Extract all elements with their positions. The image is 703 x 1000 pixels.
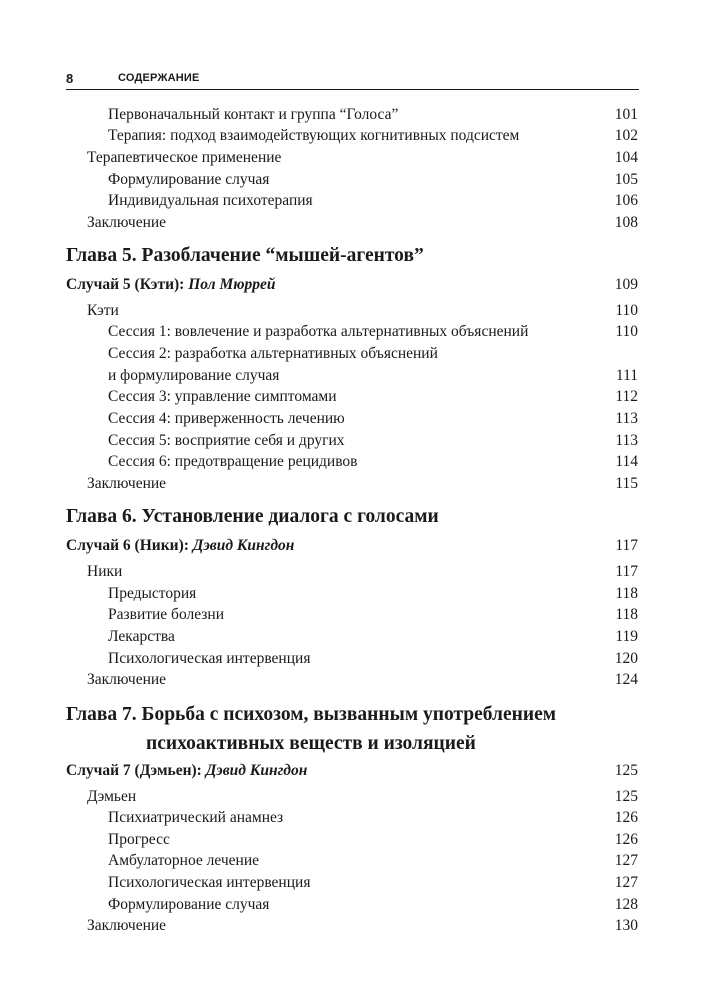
toc-entry-page: 114 — [615, 453, 638, 470]
toc-entry-title: Психиатрический анамнез — [108, 809, 284, 826]
toc-entry-title: Прогресс — [108, 831, 170, 848]
toc-entry-title: Психологическая интервенция — [108, 874, 311, 891]
toc-entry-title: Предыстория — [108, 585, 197, 602]
toc-entry-title: Формулирование случая — [108, 171, 270, 188]
toc-entry-title: Сессия 2: разработка альтернативных объяснений — [108, 345, 438, 362]
case-label: Случай 6 (Ники): — [66, 537, 189, 554]
toc-entry-page: 104 — [614, 149, 638, 166]
case-label: Случай 5 (Кэти): — [66, 276, 185, 293]
toc-entry-page: 111 — [615, 367, 638, 384]
chapter-heading: Глава 5. Разоблачение “мышей-агентов” — [66, 245, 424, 266]
toc-entry-page: 118 — [615, 606, 638, 623]
case-label: Случай 7 (Дэмьен): — [66, 762, 202, 779]
chapter-heading-continued: психоактивных веществ и изоляцией — [146, 733, 476, 754]
toc-entry-page: 112 — [615, 388, 638, 405]
toc-entry-page: 119 — [615, 628, 638, 645]
toc-entry-page: 101 — [614, 106, 638, 123]
toc-entry-page: 124 — [614, 671, 638, 688]
toc-entry-title — [66, 537, 294, 555]
chapter-heading: Глава 6. Установление диалога с голосами — [66, 506, 439, 527]
toc-entry-title: и формулирование случая — [108, 367, 280, 384]
toc-entry-page: 117 — [615, 537, 638, 554]
toc-entry-page: 113 — [615, 410, 638, 427]
toc-entry-title: Заключение — [87, 214, 167, 231]
toc-entry-title — [66, 276, 276, 294]
toc-entry-page: 126 — [614, 831, 638, 848]
toc-entry-title: Терапевтическое применение — [87, 149, 282, 166]
toc-entry-page: 108 — [614, 214, 638, 231]
toc-entry-page: 118 — [615, 585, 638, 602]
toc-entry-title: Индивидуальная психотерапия — [108, 192, 313, 209]
page-number: 8 — [66, 71, 74, 86]
toc-entry-title: Первоначальный контакт и группа “Голоса” — [108, 106, 399, 123]
toc-entry-page: 120 — [614, 650, 638, 667]
toc-entry-title — [66, 762, 307, 780]
chapter-heading: Глава 7. Борьба с психозом, вызванным употреблением — [66, 704, 557, 725]
toc-entry-page: 127 — [614, 852, 638, 869]
toc-entry-page: 113 — [615, 432, 638, 449]
case-author: Дэвид Кингдон — [192, 537, 295, 554]
toc-entry-page: 128 — [614, 896, 638, 913]
toc-entry-title: Дэмьен — [87, 788, 137, 805]
toc-entry-title: Терапия: подход взаимодействующих когнитивных подсистем — [108, 127, 520, 144]
toc-entry-page: 126 — [614, 809, 638, 826]
toc-entry-title: Развитие болезни — [108, 606, 225, 623]
toc-entry-title: Формулирование случая — [108, 896, 270, 913]
running-header — [66, 71, 639, 90]
toc-entry-page: 102 — [614, 127, 638, 144]
toc-entry-page: 125 — [614, 762, 638, 779]
toc-entry-title: Сессия 4: приверженность лечению — [108, 410, 345, 427]
toc-entry-page: 105 — [614, 171, 638, 188]
toc-entry-page: 130 — [614, 917, 638, 934]
toc-entry-title: Кэти — [87, 302, 119, 319]
case-author: Дэвид Кингдон — [205, 762, 308, 779]
toc-entry-title: Заключение — [87, 671, 167, 688]
toc-entry-title: Сессия 5: восприятие себя и других — [108, 432, 345, 449]
toc-entry-page: 110 — [615, 302, 638, 319]
toc-entry-title: Заключение — [87, 917, 167, 934]
toc-entry-title: Амбулаторное лечение — [108, 852, 260, 869]
toc-entry-title: Сессия 1: вовлечение и разработка альтернативных объяснений — [108, 323, 529, 340]
toc-entry-title: Лекарства — [108, 628, 175, 645]
toc-entry-title: Сессия 6: предотвращение рецидивов — [108, 453, 358, 470]
toc-entry-page: 115 — [615, 475, 638, 492]
header-title: СОДЕРЖАНИЕ — [118, 72, 200, 84]
toc-entry-page: 127 — [614, 874, 638, 891]
toc-entry-title: Заключение — [87, 475, 167, 492]
toc-entry-title: Психологическая интервенция — [108, 650, 311, 667]
toc-entry-page: 106 — [614, 192, 638, 209]
toc-entry-page: 125 — [614, 788, 638, 805]
toc-entry-page: 117 — [615, 563, 638, 580]
toc-entry-page: 110 — [615, 323, 638, 340]
case-author: Пол Мюррей — [188, 276, 276, 293]
toc-entry-page: 109 — [614, 276, 638, 293]
toc-entry-title: Сессия 3: управление симптомами — [108, 388, 337, 405]
toc-entry-title: Ники — [87, 563, 123, 580]
